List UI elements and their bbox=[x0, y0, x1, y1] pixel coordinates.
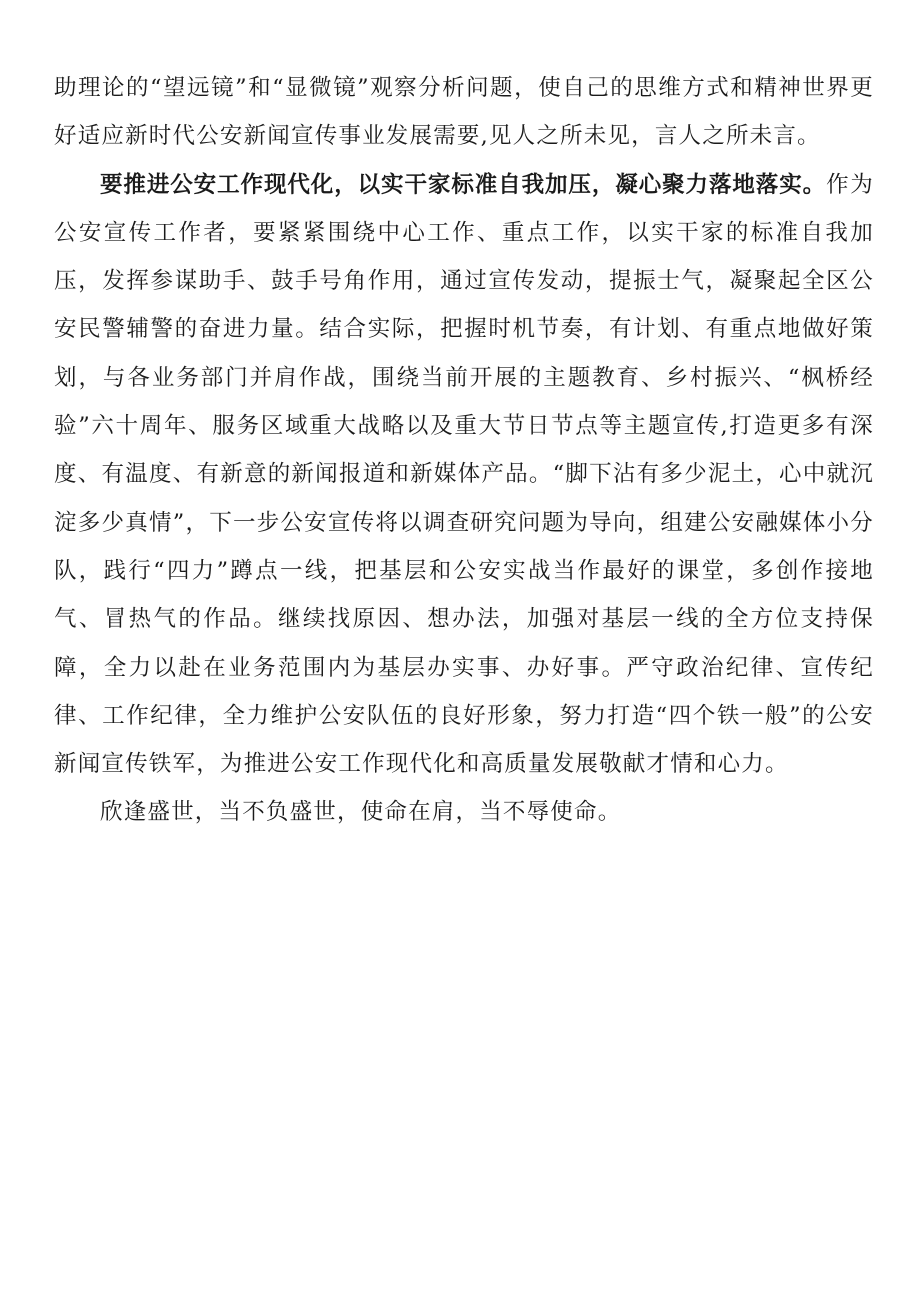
document-page bbox=[54, 64, 874, 837]
paragraph-text: 作为公安宣传工作者，要紧紧围绕中心工作、重点工作，以实干家的标准自我加压，发挥参谋助手、鼓手号角作用，通过宣传发动，提振士气，凝聚起全区公安民警辅警的奋进力量。结合实际，把握时机节奏，有计划、有重点地做好策划，与各业务部门并肩作战，围绕当前开展的主题教育、乡村振兴、“枫桥经验”六十周年、服务区域重大战略以及重大节日节点等主题宣传,打造更多有深度、有温度、有新意的新闻报道和新媒体产品。“脚下沾有多少泥土，心中就沉淀多少真情”，下一步公安宣传将以调查研究问题为导向，组建公安融媒体小分队，践行“四力”蹲点一线，把基层和公安实战当作最好的课堂，多创作接地气、冒热气的作品。继续找原因、想办法，加强对基层一线的全方位支持保障，全力以赴在业务范围内为基层办实事、办好事。严守政治纪律、宣传纪律、工作纪律，全力维护公安队伍的良好形象，努力打造“四个铁一般”的公安新闻宣传铁军，为推进公安工作现代化和高质量发展敬献才情和心力。 bbox=[54, 171, 874, 778]
paragraph-text: 助理论的“望远镜”和“显微镜”观察分析问题，使自己的思维方式和精神世界更好适应新时代公安新闻宣传事业发展需要,见人之所未见，言人之所未言。 bbox=[54, 75, 874, 150]
paragraph-closing bbox=[54, 788, 874, 836]
paragraph-policing-modernization bbox=[54, 161, 874, 789]
paragraph-continued bbox=[54, 64, 874, 161]
paragraph-lead-heading: 要推进公安工作现代化，以实干家标准自我加压，凝心聚力落地落实。 bbox=[100, 171, 827, 198]
paragraph-text: 欣逢盛世，当不负盛世，使命在肩，当不辱使命。 bbox=[100, 799, 622, 826]
